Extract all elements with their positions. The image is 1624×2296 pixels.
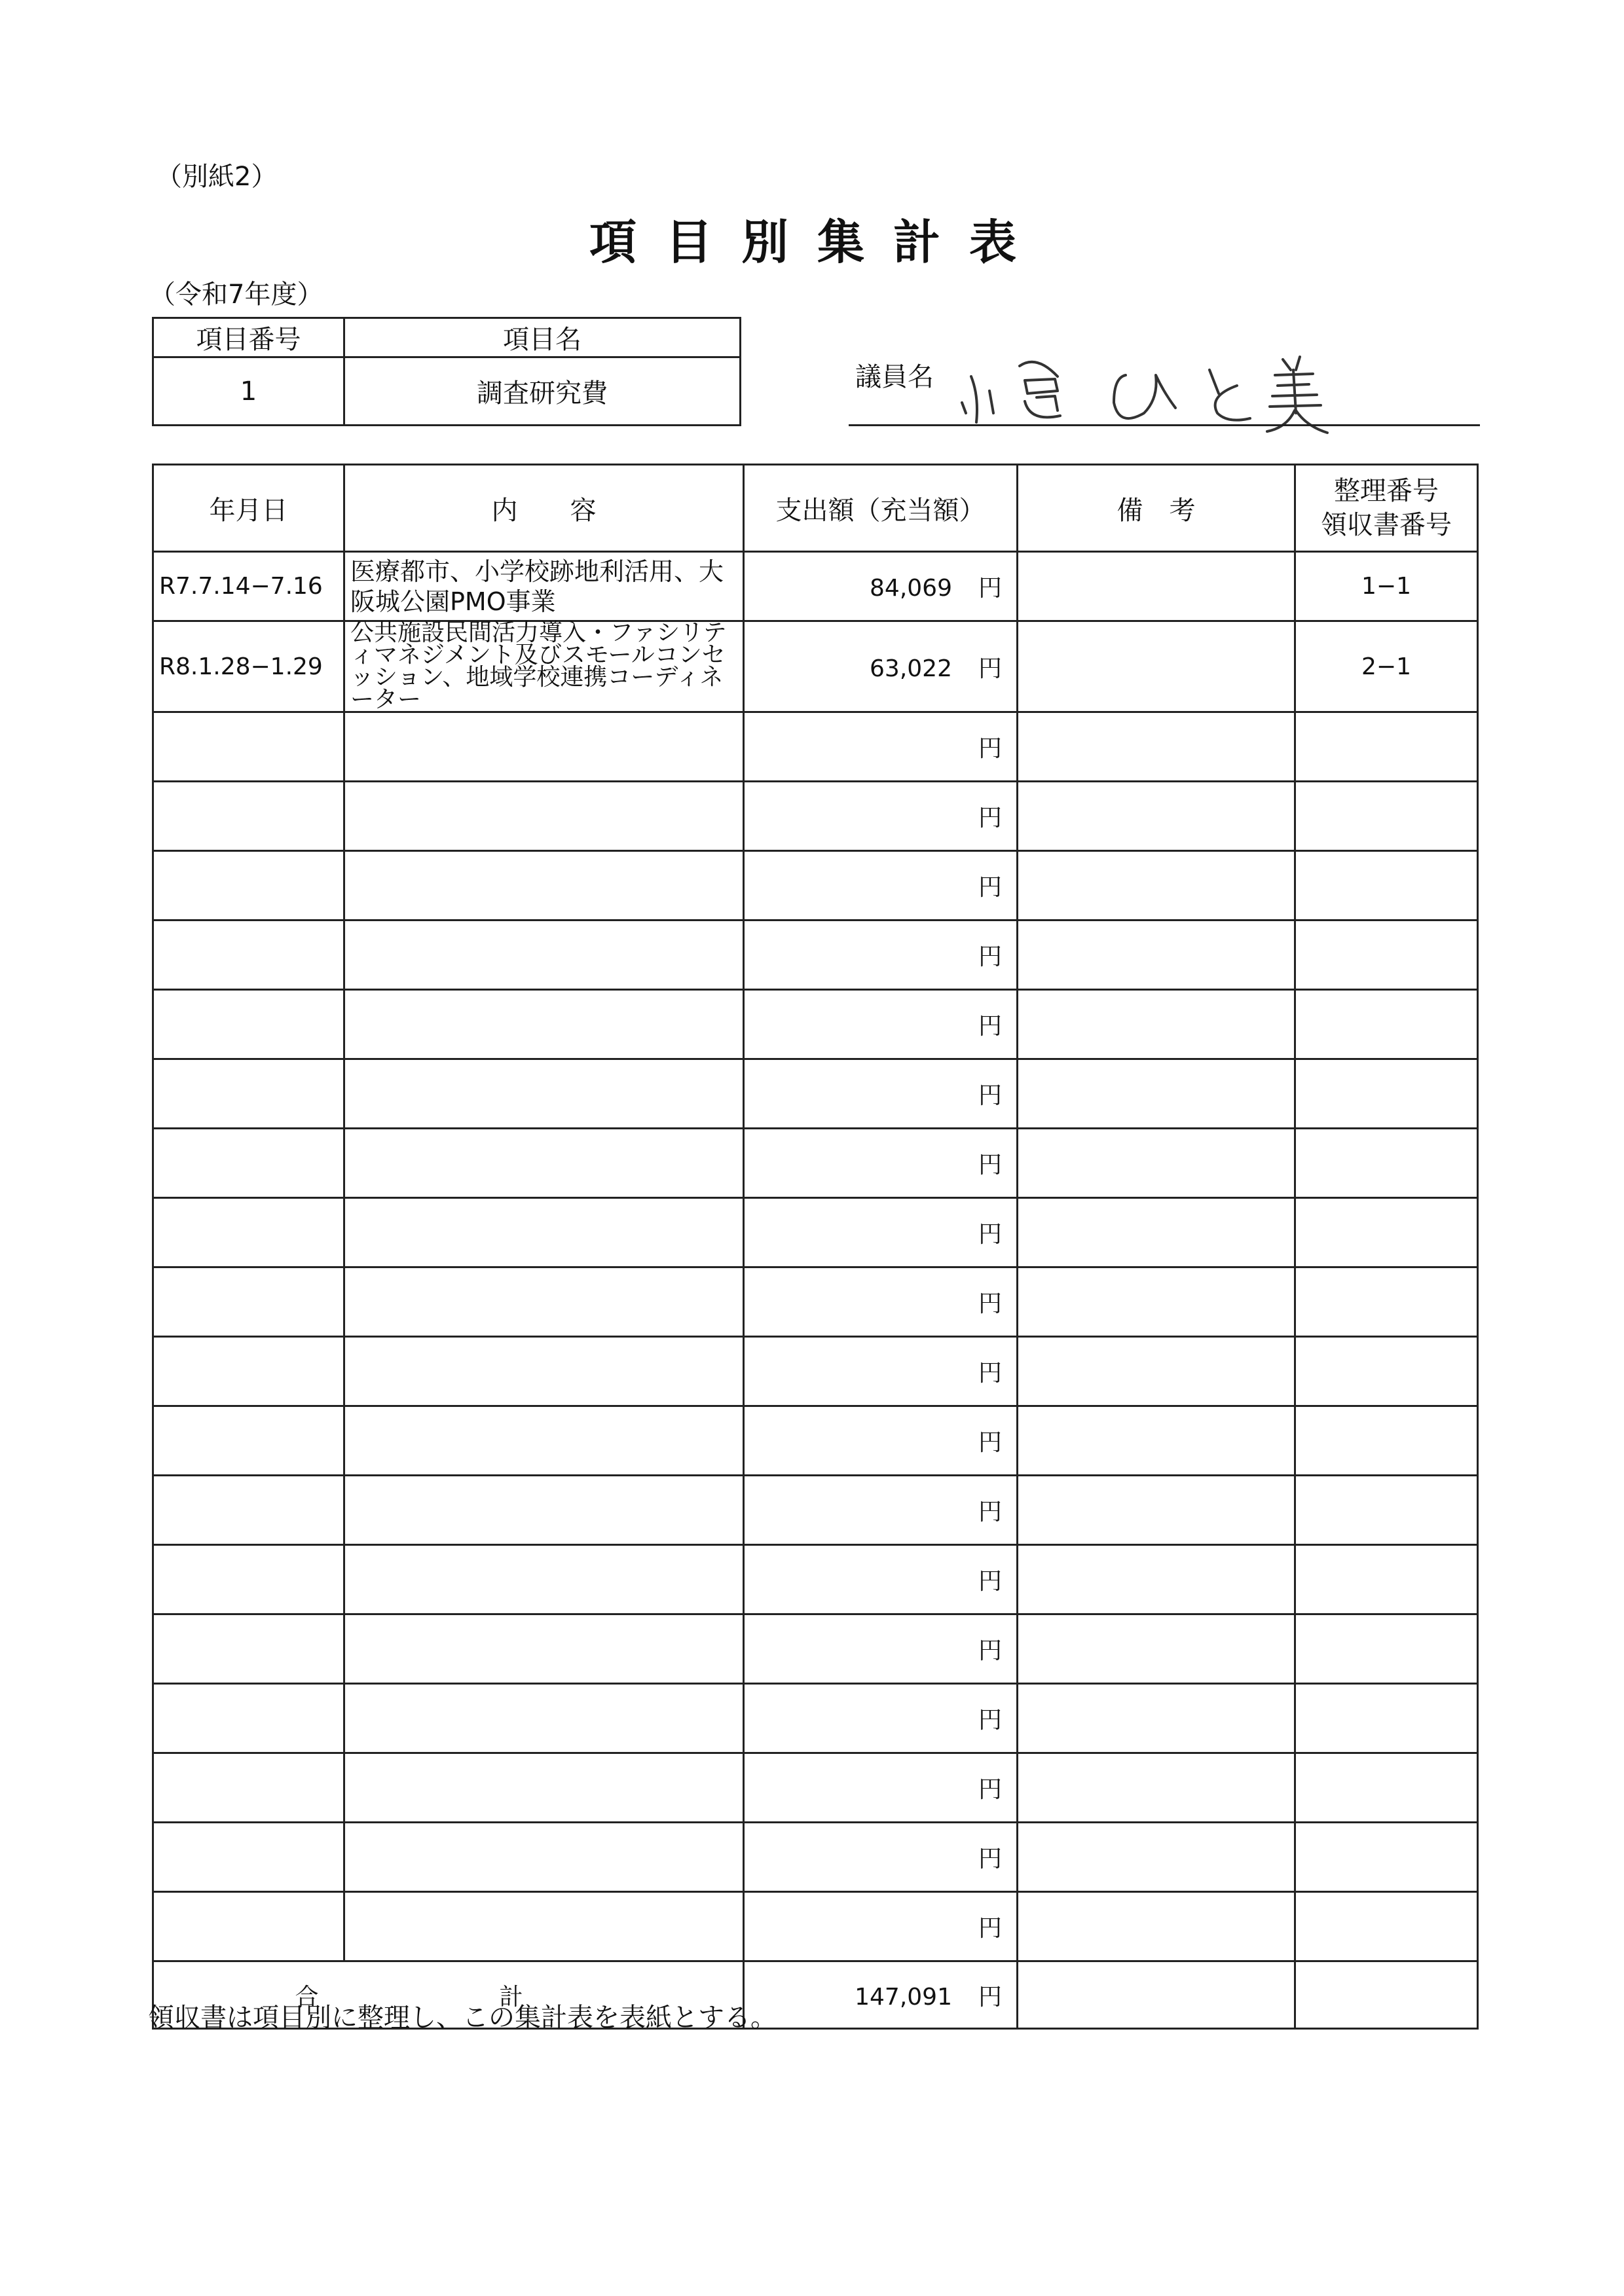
item-table	[152, 317, 741, 426]
row-reference-number	[1295, 782, 1478, 851]
row-content	[344, 1337, 744, 1406]
row-remarks	[1018, 712, 1295, 782]
row-remarks	[1018, 1198, 1295, 1267]
currency-unit: 円	[978, 1082, 1002, 1109]
row-remarks	[1018, 920, 1295, 990]
row-content	[344, 712, 744, 782]
row-amount	[744, 1059, 1018, 1129]
row-content	[344, 1476, 744, 1545]
row-remarks	[1018, 782, 1295, 851]
currency-unit: 円	[978, 1846, 1002, 1872]
row-amount	[744, 1337, 1018, 1406]
currency-unit: 円	[978, 1152, 1002, 1178]
table-header-row	[153, 465, 1478, 552]
document-title: 項目別集計表	[589, 215, 1046, 270]
row-remarks	[1018, 1684, 1295, 1753]
currency-unit: 円	[978, 1013, 1002, 1040]
row-content	[344, 990, 744, 1059]
row-amount	[744, 1753, 1018, 1823]
empty-table-row	[153, 1337, 1478, 1406]
item-number: 1	[153, 357, 344, 426]
row-amount	[744, 1614, 1018, 1684]
amount-header: 支出額（充当額）	[744, 465, 1018, 552]
currency-unit: 円	[978, 1221, 1002, 1248]
empty-table-row	[153, 851, 1478, 920]
row-content	[344, 1823, 744, 1892]
total-amount	[744, 1961, 1018, 2029]
empty-table-row	[153, 920, 1478, 990]
row-date	[153, 1406, 344, 1476]
footnote: 領収書は項目別に整理し、この集計表を表紙とする。	[148, 2003, 777, 2033]
date-header: 年月日	[153, 465, 344, 552]
row-content	[344, 1059, 744, 1129]
row-content	[344, 1406, 744, 1476]
currency-unit: 円	[978, 1568, 1002, 1595]
member-name-label: 議員名	[855, 362, 934, 392]
ref-header-line1: 整理番号	[1334, 476, 1439, 506]
row-reference-number	[1295, 1614, 1478, 1684]
empty-table-row	[153, 1753, 1478, 1823]
row-remarks	[1018, 1406, 1295, 1476]
content-header: 内 容	[344, 465, 744, 552]
row-date	[153, 1684, 344, 1753]
currency-unit: 円	[978, 1983, 1002, 2011]
row-date	[153, 1753, 344, 1823]
item-number-header: 項目番号	[153, 318, 344, 357]
total-amount-value: 147,091	[855, 1983, 952, 2011]
row-reference-number	[1295, 1823, 1478, 1892]
row-content	[344, 1892, 744, 1961]
row-reference-number	[1295, 990, 1478, 1059]
row-remarks	[1018, 621, 1295, 712]
row-date	[153, 712, 344, 782]
currency-unit: 円	[978, 1290, 1002, 1317]
currency-unit: 円	[978, 1429, 1002, 1456]
row-remarks	[1018, 1753, 1295, 1823]
row-remarks	[1018, 851, 1295, 920]
row-amount	[744, 782, 1018, 851]
row-amount	[744, 552, 1018, 621]
row-reference-number	[1295, 851, 1478, 920]
row-content	[344, 851, 744, 920]
empty-table-row	[153, 1545, 1478, 1614]
row-date	[153, 1545, 344, 1614]
row-amount	[744, 1684, 1018, 1753]
row-date	[153, 1267, 344, 1337]
table-row	[153, 621, 1478, 712]
row-content	[344, 1129, 744, 1198]
empty-table-row	[153, 1059, 1478, 1129]
empty-table-row	[153, 1129, 1478, 1198]
attachment-label: （別紙2）	[156, 162, 278, 192]
row-reference-number	[1295, 920, 1478, 990]
total-reference	[1295, 1961, 1478, 2029]
total-label: 合 計	[153, 1961, 744, 2029]
row-remarks	[1018, 1823, 1295, 1892]
empty-table-row	[153, 1823, 1478, 1892]
row-amount	[744, 1406, 1018, 1476]
row-content	[344, 1267, 744, 1337]
row-amount	[744, 712, 1018, 782]
empty-table-row	[153, 990, 1478, 1059]
row-content	[344, 1684, 744, 1753]
row-reference-number	[1295, 1684, 1478, 1753]
row-remarks	[1018, 1892, 1295, 1961]
row-amount	[744, 1545, 1018, 1614]
row-content: 医療都市、小学校跡地利活用、大阪城公園PMO事業	[344, 552, 744, 621]
row-content: 公共施設民間活力導入・ファシリティマネジメント及びスモールコンセッション、地域学校連携コーディネーター	[344, 621, 744, 712]
currency-unit: 円	[978, 575, 1002, 602]
row-date: R8.1.28−1.29	[153, 621, 344, 712]
reference-number-header	[1295, 465, 1478, 552]
row-remarks	[1018, 1267, 1295, 1337]
remarks-header: 備 考	[1018, 465, 1295, 552]
row-amount	[744, 621, 1018, 712]
row-reference-number	[1295, 1406, 1478, 1476]
row-reference-number: 2−1	[1295, 621, 1478, 712]
currency-unit: 円	[978, 805, 1002, 831]
row-reference-number	[1295, 1337, 1478, 1406]
fiscal-year: （令和7年度）	[149, 280, 323, 310]
row-amount	[744, 1892, 1018, 1961]
row-reference-number	[1295, 1476, 1478, 1545]
row-reference-number	[1295, 1892, 1478, 1961]
currency-unit: 円	[978, 1360, 1002, 1387]
empty-table-row	[153, 782, 1478, 851]
empty-table-row	[153, 1892, 1478, 1961]
row-date	[153, 851, 344, 920]
row-content	[344, 1198, 744, 1267]
row-date	[153, 1476, 344, 1545]
row-reference-number	[1295, 1059, 1478, 1129]
amount-value: 63,022	[870, 655, 952, 682]
row-reference-number	[1295, 1753, 1478, 1823]
empty-table-row	[153, 1684, 1478, 1753]
empty-table-row	[153, 712, 1478, 782]
row-content	[344, 1545, 744, 1614]
row-content	[344, 1614, 744, 1684]
row-amount	[744, 1198, 1018, 1267]
currency-unit: 円	[978, 874, 1002, 901]
row-reference-number	[1295, 712, 1478, 782]
row-date	[153, 1129, 344, 1198]
row-reference-number	[1295, 1267, 1478, 1337]
row-remarks	[1018, 552, 1295, 621]
row-amount	[744, 920, 1018, 990]
row-amount	[744, 851, 1018, 920]
total-remarks	[1018, 1961, 1295, 2029]
row-content	[344, 1753, 744, 1823]
amount-value: 84,069	[870, 575, 952, 602]
item-name-header: 項目名	[344, 318, 741, 357]
row-date	[153, 1614, 344, 1684]
row-reference-number	[1295, 1198, 1478, 1267]
currency-unit: 円	[978, 1707, 1002, 1734]
row-remarks	[1018, 1059, 1295, 1129]
row-remarks	[1018, 1545, 1295, 1614]
row-reference-number	[1295, 1545, 1478, 1614]
currency-unit: 円	[978, 943, 1002, 970]
row-date	[153, 920, 344, 990]
row-date: R7.7.14−7.16	[153, 552, 344, 621]
row-amount	[744, 990, 1018, 1059]
empty-table-row	[153, 1198, 1478, 1267]
row-reference-number: 1−1	[1295, 552, 1478, 621]
row-amount	[744, 1476, 1018, 1545]
row-date	[153, 1337, 344, 1406]
row-amount	[744, 1267, 1018, 1337]
row-reference-number	[1295, 1129, 1478, 1198]
currency-unit: 円	[978, 1637, 1002, 1664]
empty-table-row	[153, 1476, 1478, 1545]
ref-header-line2: 領収書番号	[1321, 510, 1452, 540]
row-date	[153, 1823, 344, 1892]
empty-table-row	[153, 1614, 1478, 1684]
expense-table	[152, 464, 1479, 2030]
row-date	[153, 1059, 344, 1129]
row-remarks	[1018, 1129, 1295, 1198]
row-remarks	[1018, 1614, 1295, 1684]
handwritten-signature	[959, 350, 1352, 435]
empty-table-row	[153, 1406, 1478, 1476]
currency-unit: 円	[978, 655, 1002, 682]
row-remarks	[1018, 990, 1295, 1059]
item-name: 調査研究費	[344, 357, 741, 426]
row-remarks	[1018, 1337, 1295, 1406]
currency-unit: 円	[978, 1915, 1002, 1942]
row-date	[153, 990, 344, 1059]
row-content	[344, 920, 744, 990]
row-amount	[744, 1129, 1018, 1198]
row-date	[153, 1198, 344, 1267]
row-remarks	[1018, 1476, 1295, 1545]
row-date	[153, 782, 344, 851]
table-row	[153, 552, 1478, 621]
member-name-underline	[849, 424, 1480, 426]
row-content	[344, 782, 744, 851]
row-date	[153, 1892, 344, 1961]
row-amount	[744, 1823, 1018, 1892]
empty-table-row	[153, 1267, 1478, 1337]
currency-unit: 円	[978, 1776, 1002, 1803]
currency-unit: 円	[978, 735, 1002, 762]
currency-unit: 円	[978, 1499, 1002, 1525]
